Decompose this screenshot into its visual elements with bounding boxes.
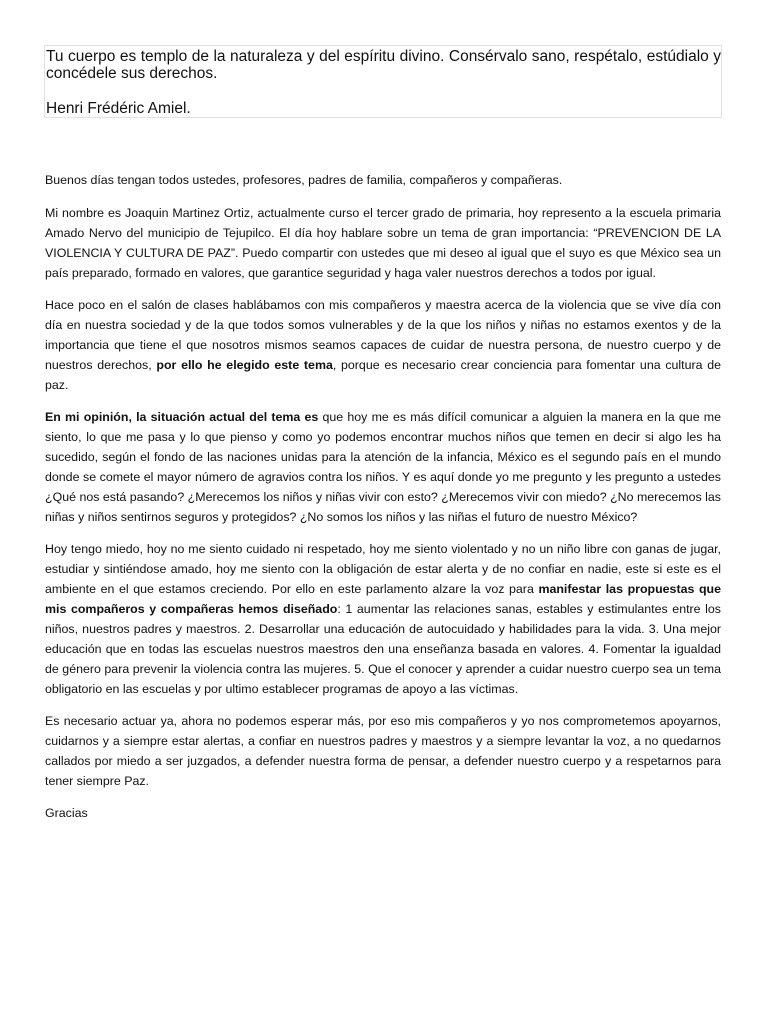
proposals-paragraph bbox=[45, 539, 721, 699]
closing-paragraph: Gracias bbox=[45, 806, 88, 820]
topic-text-bold: por ello he elegido este tema bbox=[156, 358, 333, 372]
quote-author: Henri Frédéric Amiel. bbox=[46, 100, 191, 117]
opinion-text-bold: En mi opinión, la situación actual del tema es bbox=[45, 410, 319, 424]
commitment-paragraph: Es necesario actuar ya, ahora no podemos esperar más, por eso mis compañeros y yo nos comprometemos apoyarnos, cuidarnos y a siempre estar alertas, a confiar en nuestros padres y maestros y a siempre levantar la voz, a no quedarnos callados por miedo a ser juzgados, a defender nuestra forma de pensar, a defender nuestro cuerpo y a respetarnos para tener siempre Paz. bbox=[45, 714, 721, 788]
topic-text-before: Hace poco en el salón de clases hablábamos con mis compañeros y maestra acerca de la violencia que se vive día con día en nuestra sociedad y de la que todos somos vulnerables y de la que los niños y niñas no estamos exentos y de la importancia que tiene el que nosotros mismos seamos capaces de cuidar de nuestra persona, de nuestro cuerpo y de nuestros derechos, bbox=[45, 298, 721, 372]
greeting-paragraph: Buenos días tengan todos ustedes, profesores, padres de familia, compañeros y compañeras. bbox=[45, 173, 563, 187]
quote-box bbox=[44, 45, 722, 118]
proposals-text-bold: manifestar las propuestas que mis compañeros y compañeras hemos diseñado bbox=[45, 582, 721, 616]
opinion-paragraph bbox=[45, 407, 721, 527]
quote-text: Tu cuerpo es templo de la naturaleza y del espíritu divino. Consérvalo sano, respétalo, estúdialo y concédele sus derechos. bbox=[46, 48, 721, 82]
topic-paragraph bbox=[45, 295, 721, 395]
opinion-text-after: que hoy me es más difícil comunicar a alguien la manera en la que me siento, lo que me pasa y lo que pienso y como yo podemos encontrar muchos niños que temen en decir si algo les ha sucedido, según el fondo de las naciones unidas para la atención de la infancia, México es el segundo país en el mundo donde se comete el mayor número de agravios contra los niños. Y es aquí donde yo me pregunto y les pregunto a ustedes ¿Qué nos está pasando? ¿Merecemos los niños y niñas vivir con esto? ¿Merecemos vivir con miedo? ¿No merecemos las niñas y niños sentirnos seguros y protegidos? ¿No somos los niños y las niñas el futuro de nuestro México? bbox=[45, 410, 722, 524]
intro-paragraph: Mi nombre es Joaquin Martinez Ortiz, actualmente curso el tercer grado de primaria, hoy represento a la escuela primaria Amado Nervo del municipio de Tejupilco. El día hoy hablare sobre un tema de gran importancia: “PREVENCION DE LA VIOLENCIA Y CULTURA DE PAZ”. Puedo compartir con ustedes que mi deseo al igual que el suyo es que México sea un país preparado, formado en valores, que garantice seguridad y haga valer nuestros derechos a todos por igual. bbox=[45, 206, 721, 280]
topic-text-after: , porque es necesario crear conciencia para fomentar una cultura de paz. bbox=[45, 358, 722, 392]
proposals-text-before: Hoy tengo miedo, hoy no me siento cuidado ni respetado, hoy me siento violentado y no un niño libre con ganas de jugar, estudiar y sintiéndose amado, hoy me siento con la obligación de estar alerta y de no confiar en nadie, este si este es el ambiente en el que estamos creciendo. Por ello en este parlamento alzare la voz para bbox=[45, 542, 721, 596]
speech-body bbox=[45, 170, 721, 835]
proposals-text-after: : 1 aumentar las relaciones sanas, estables y estimulantes entre los niños, nuestros padres y maestros. 2. Desarrollar una educación de autocuidado y habilidades para la vida. 3. Una mejor educación que en todas las escuelas nuestros maestros den una enseñanza basada en valores. 4. Fomentar la igualdad de género para prevenir la violencia contra las mujeres. 5. Que el conocer y aprender a cuidar nuestro cuerpo sea un tema obligatorio en las escuelas y por ultimo establecer programas de apoyo a las víctimas. bbox=[45, 602, 721, 696]
